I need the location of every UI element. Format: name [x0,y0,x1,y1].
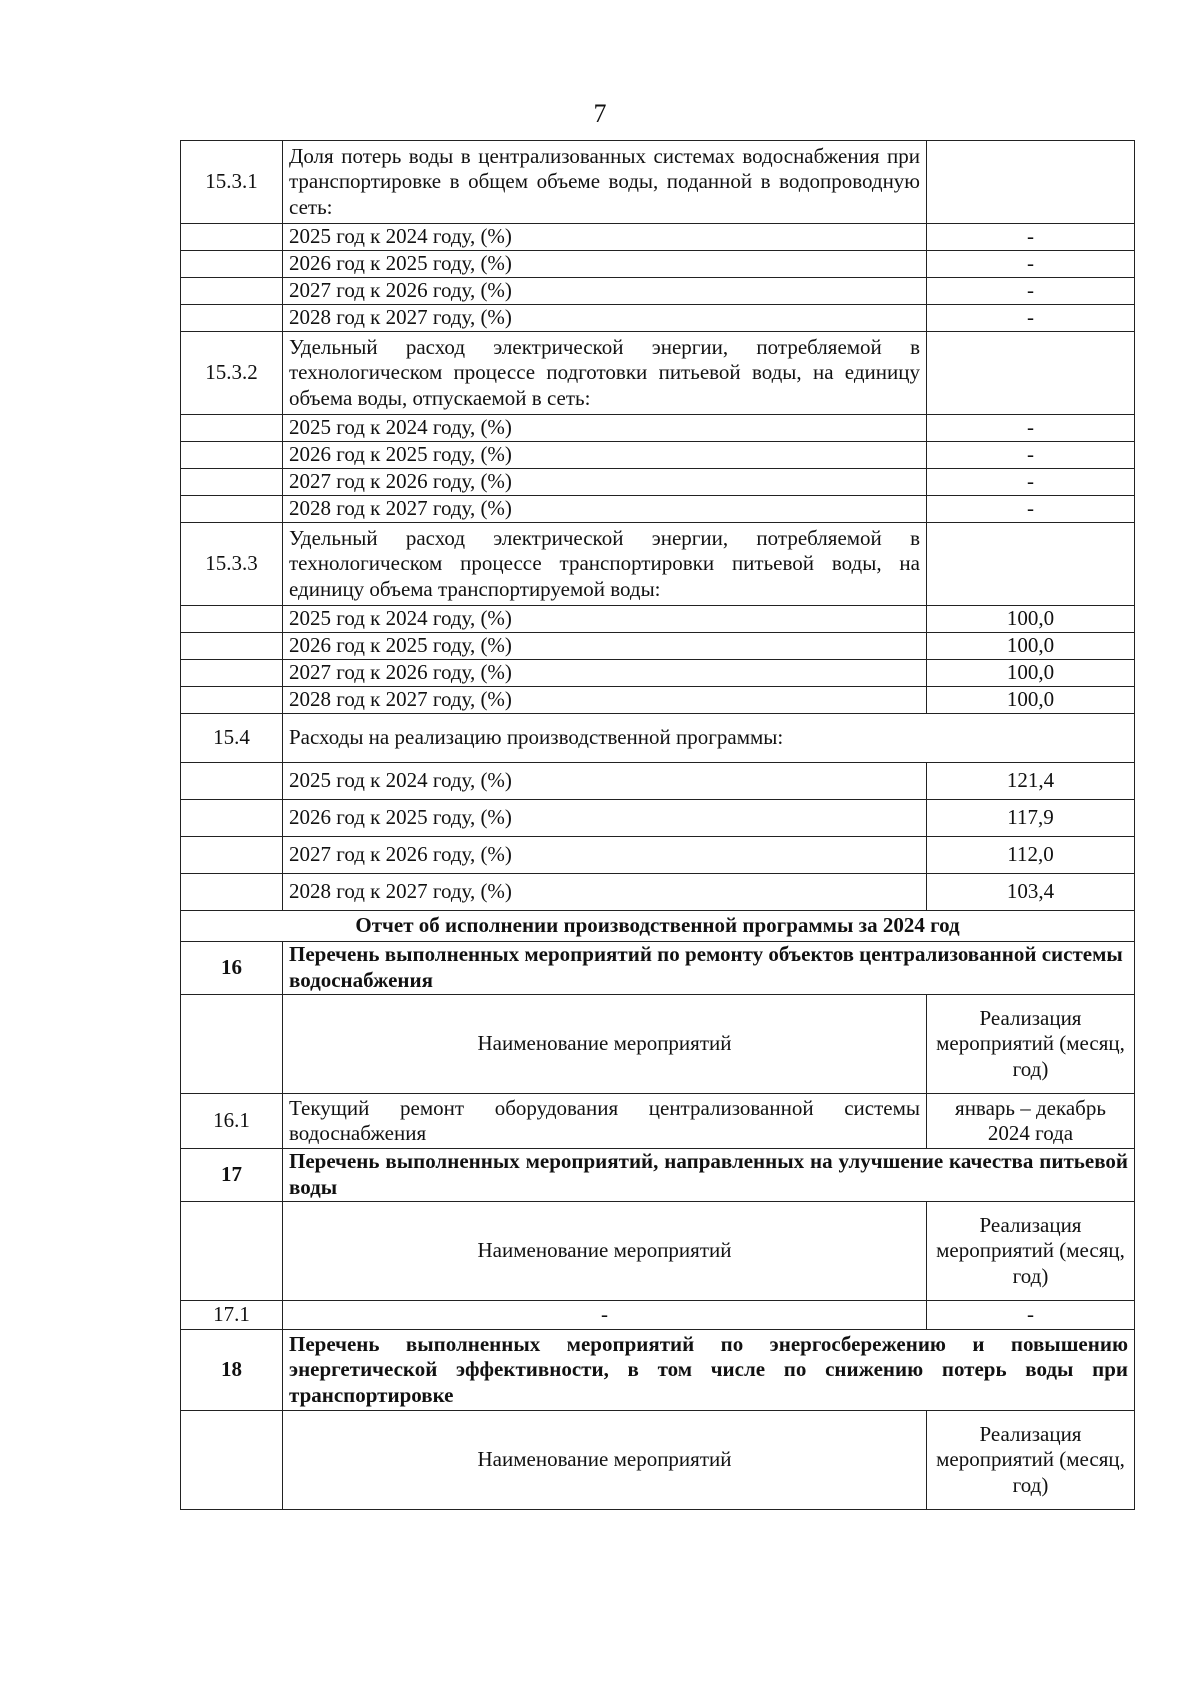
indicator-title: Доля потерь воды в централизованных системах водоснабжения при транспортировке в общем объеме воды, поданной в водопроводную сеть: [283,141,927,224]
table-row [181,523,1135,606]
table-row [181,660,1135,687]
period-value: - [927,278,1135,305]
section-number: 17 [181,1149,283,1202]
table-row [181,469,1135,496]
table-row [181,874,1135,911]
section-number: 18 [181,1330,283,1411]
measure-period: январь – декабрь 2024 года [927,1094,1135,1149]
table-row [181,687,1135,714]
table-row [181,1301,1135,1330]
period-value: 103,4 [927,874,1135,911]
table-row [181,1330,1135,1411]
period-label: 2028 год к 2027 году, (%) [283,496,927,523]
period-label: 2028 год к 2027 году, (%) [283,687,927,714]
row-number: 15.4 [181,714,283,763]
period-label: 2028 год к 2027 году, (%) [283,305,927,332]
indicator-title: Удельный расход электрической энергии, потребляемой в технологическом процессе транспортировки питьевой воды, на единицу объема транспортируемой воды: [283,523,927,606]
period-value: - [927,224,1135,251]
period-label: 2027 год к 2026 году, (%) [283,469,927,496]
period-value: 100,0 [927,606,1135,633]
table-row [181,942,1135,995]
table-row [181,1094,1135,1149]
period-label: 2027 год к 2026 году, (%) [283,278,927,305]
table-row [181,141,1135,224]
table-row [181,763,1135,800]
column-header-name: Наименование мероприятий [283,1411,927,1510]
table-row [181,800,1135,837]
period-value: 100,0 [927,633,1135,660]
indicator-value [927,141,1135,224]
period-value: - [927,469,1135,496]
table-row [181,837,1135,874]
table-row [181,1411,1135,1510]
period-value: 121,4 [927,763,1135,800]
period-value: - [927,415,1135,442]
period-label: 2027 год к 2026 году, (%) [283,660,927,687]
column-header-realization: Реализация мероприятий (месяц, год) [927,1411,1135,1510]
period-label: 2025 год к 2024 году, (%) [283,415,927,442]
column-header-realization: Реализация мероприятий (месяц, год) [927,995,1135,1094]
measure-name: - [283,1301,927,1330]
period-value: - [927,496,1135,523]
indicator-value [927,523,1135,606]
table-row [181,415,1135,442]
period-label: 2025 год к 2024 году, (%) [283,763,927,800]
period-value: 117,9 [927,800,1135,837]
section-title: Перечень выполненных мероприятий по энергосбережению и повышению энергетической эффективности, в том числе по снижению потерь воды при транспортировке [283,1330,1135,1411]
period-value: - [927,251,1135,278]
row-number: 15.3.1 [181,141,283,224]
period-label: 2026 год к 2025 году, (%) [283,442,927,469]
indicator-title: Удельный расход электрической энергии, потребляемой в технологическом процессе подготовки питьевой воды, на единицу объема воды, отпускаемой в сеть: [283,332,927,415]
row-number: 17.1 [181,1301,283,1330]
period-value: - [927,442,1135,469]
period-value: 100,0 [927,687,1135,714]
row-number: 15.3.2 [181,332,283,415]
measure-period: - [927,1301,1135,1330]
row-number: 15.3.3 [181,523,283,606]
table-row [181,224,1135,251]
table-row [181,332,1135,415]
table-row [181,278,1135,305]
table-row [181,606,1135,633]
period-label: 2025 год к 2024 году, (%) [283,224,927,251]
column-header-name: Наименование мероприятий [283,995,927,1094]
table-row [181,911,1135,942]
section-title: Перечень выполненных мероприятий по ремонту объектов централизованной системы водоснабжения [283,942,1135,995]
indicator-value [927,332,1135,415]
column-header-realization: Реализация мероприятий (месяц, год) [927,1202,1135,1301]
section-title: Перечень выполненных мероприятий, направленных на улучшение качества питьевой воды [283,1149,1135,1202]
period-value: 112,0 [927,837,1135,874]
section-number: 16 [181,942,283,995]
table-row [181,1149,1135,1202]
table-row [181,496,1135,523]
table-row [181,442,1135,469]
table-row [181,1202,1135,1301]
period-label: 2026 год к 2025 году, (%) [283,633,927,660]
period-label: 2025 год к 2024 году, (%) [283,606,927,633]
period-label: 2026 год к 2025 году, (%) [283,251,927,278]
table-row [181,995,1135,1094]
table-row [181,305,1135,332]
column-header-name: Наименование мероприятий [283,1202,927,1301]
table-row [181,633,1135,660]
page-number: 7 [593,99,607,128]
period-value: - [927,305,1135,332]
period-label: 2027 год к 2026 году, (%) [283,837,927,874]
period-label: 2026 год к 2025 году, (%) [283,800,927,837]
period-value: 100,0 [927,660,1135,687]
table-row [181,714,1135,763]
report-title: Отчет об исполнении производственной программы за 2024 год [181,911,1135,942]
period-label: 2028 год к 2027 году, (%) [283,874,927,911]
table-row [181,251,1135,278]
indicators-table [180,140,1135,1510]
indicator-title: Расходы на реализацию производственной программы: [283,714,1135,763]
row-number: 16.1 [181,1094,283,1149]
measure-name: Текущий ремонт оборудования централизованной системы водоснабжения [283,1094,927,1149]
